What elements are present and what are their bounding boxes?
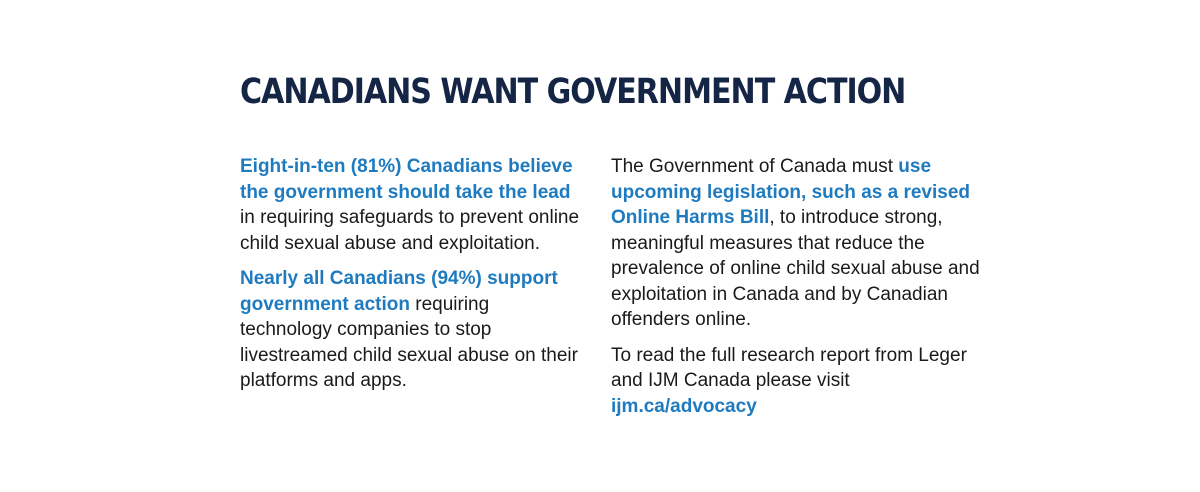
right-column	[611, 154, 996, 429]
stat-text-94: requiring technology companies to stop livestreamed child sexual abuse on their platforms and apps.	[240, 293, 578, 391]
page-heading: CANADIANS WANT GOVERNMENT ACTION	[240, 72, 906, 112]
cta-highlight: use upcoming legislation, such as a revised Online Harms Bill	[611, 156, 970, 228]
stat-paragraph-81	[240, 154, 585, 256]
advocacy-link[interactable]: ijm.ca/advocacy	[611, 395, 757, 417]
stat-highlight-81: Eight-in-ten (81%) Canadians believe the government should take the lead	[240, 156, 573, 203]
cta-text-before: The Government of Canada must	[611, 156, 899, 177]
left-column	[240, 154, 585, 404]
stat-paragraph-94	[240, 266, 585, 394]
research-report-text: To read the full research report from Leger and IJM Canada please visit	[611, 344, 967, 391]
cta-text-after: , to introduce strong, meaningful measures that reduce the prevalence of online child sexual abuse and exploitation in Canada and by Canadian offenders online.	[611, 207, 980, 330]
call-to-action-paragraph	[611, 154, 996, 333]
stat-highlight-94: Nearly all Canadians (94%) support government action	[240, 268, 558, 315]
research-report-paragraph	[611, 343, 996, 420]
stat-text-81: in requiring safeguards to prevent online child sexual abuse and exploitation.	[240, 207, 580, 254]
